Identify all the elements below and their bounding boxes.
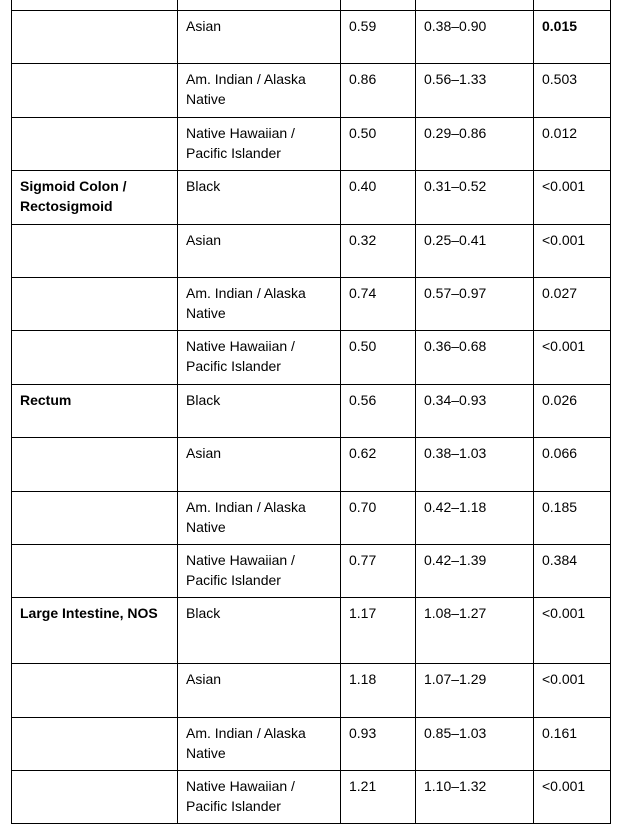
race-cell: Asian	[178, 11, 341, 64]
race-cell: Black	[178, 171, 341, 224]
race-cell: Am. Indian / Alaska Native	[178, 64, 341, 117]
site-cell	[12, 224, 178, 277]
empty-cell	[416, 0, 534, 11]
value-cell: 1.17	[341, 598, 416, 664]
site-cell: Rectum	[12, 384, 178, 437]
table-row	[12, 438, 611, 491]
results-table-container	[11, 0, 612, 827]
table-row	[12, 717, 611, 770]
ci-cell: 0.25–0.41	[416, 224, 534, 277]
site-cell	[12, 544, 178, 597]
p-value-cell: <0.001	[534, 331, 611, 384]
value-cell: 0.62	[341, 438, 416, 491]
ci-cell: 0.29–0.86	[416, 117, 534, 170]
p-value-cell: 0.012	[534, 117, 611, 170]
race-cell: Black	[178, 598, 341, 664]
empty-cell	[178, 0, 341, 11]
empty-cell	[341, 0, 416, 11]
value-cell: 0.40	[341, 171, 416, 224]
ci-cell: 0.42–1.39	[416, 544, 534, 597]
table-row	[12, 598, 611, 664]
table-row-cut-off	[12, 0, 611, 11]
ci-cell: 1.08–1.27	[416, 598, 534, 664]
race-cell: Native Hawaiian / Pacific Islander	[178, 117, 341, 170]
results-table	[11, 0, 611, 824]
site-cell	[12, 771, 178, 824]
table-row	[12, 224, 611, 277]
p-value-cell: 0.503	[534, 64, 611, 117]
ci-cell: 1.10–1.32	[416, 771, 534, 824]
site-cell	[12, 11, 178, 64]
value-cell: 0.74	[341, 277, 416, 330]
p-value-cell: 0.185	[534, 491, 611, 544]
ci-cell: 0.31–0.52	[416, 171, 534, 224]
value-cell: 0.59	[341, 11, 416, 64]
race-cell: Asian	[178, 438, 341, 491]
ci-cell: 0.38–0.90	[416, 11, 534, 64]
site-cell	[12, 438, 178, 491]
empty-cell	[12, 0, 178, 11]
value-cell: 0.32	[341, 224, 416, 277]
ci-cell: 0.85–1.03	[416, 717, 534, 770]
site-cell	[12, 491, 178, 544]
ci-cell: 0.34–0.93	[416, 384, 534, 437]
value-cell: 0.50	[341, 331, 416, 384]
site-cell	[12, 717, 178, 770]
site-cell	[12, 664, 178, 717]
table-row	[12, 64, 611, 117]
race-cell: Asian	[178, 664, 341, 717]
ci-cell: 0.56–1.33	[416, 64, 534, 117]
table-row	[12, 664, 611, 717]
table-row	[12, 544, 611, 597]
p-value-cell: <0.001	[534, 771, 611, 824]
ci-cell: 0.36–0.68	[416, 331, 534, 384]
race-cell: Black	[178, 384, 341, 437]
value-cell: 0.77	[341, 544, 416, 597]
race-cell: Am. Indian / Alaska Native	[178, 277, 341, 330]
table-row	[12, 277, 611, 330]
p-value-cell: 0.015	[534, 11, 611, 64]
table-row	[12, 11, 611, 64]
race-cell: Native Hawaiian / Pacific Islander	[178, 544, 341, 597]
site-cell: Large Intestine, NOS	[12, 598, 178, 664]
race-cell: Native Hawaiian / Pacific Islander	[178, 331, 341, 384]
value-cell: 1.18	[341, 664, 416, 717]
site-cell	[12, 331, 178, 384]
race-cell: Asian	[178, 224, 341, 277]
ci-cell: 0.38–1.03	[416, 438, 534, 491]
value-cell: 0.50	[341, 117, 416, 170]
value-cell: 1.21	[341, 771, 416, 824]
table-row	[12, 384, 611, 437]
race-cell: Am. Indian / Alaska Native	[178, 717, 341, 770]
ci-cell: 1.07–1.29	[416, 664, 534, 717]
table-row	[12, 491, 611, 544]
table-row	[12, 171, 611, 224]
site-cell	[12, 117, 178, 170]
site-cell: Sigmoid Colon / Rectosigmoid	[12, 171, 178, 224]
p-value-cell: 0.384	[534, 544, 611, 597]
p-value-cell: 0.161	[534, 717, 611, 770]
site-cell	[12, 64, 178, 117]
ci-cell: 0.42–1.18	[416, 491, 534, 544]
empty-cell	[534, 0, 611, 11]
table-row	[12, 117, 611, 170]
table-row	[12, 771, 611, 824]
race-cell: Am. Indian / Alaska Native	[178, 491, 341, 544]
value-cell: 0.93	[341, 717, 416, 770]
value-cell: 0.86	[341, 64, 416, 117]
p-value-cell: 0.066	[534, 438, 611, 491]
value-cell: 0.56	[341, 384, 416, 437]
value-cell: 0.70	[341, 491, 416, 544]
race-cell: Native Hawaiian / Pacific Islander	[178, 771, 341, 824]
p-value-cell: <0.001	[534, 598, 611, 664]
p-value-cell: <0.001	[534, 171, 611, 224]
p-value-cell: 0.026	[534, 384, 611, 437]
table-row	[12, 331, 611, 384]
p-value-cell: <0.001	[534, 224, 611, 277]
results-table-body	[12, 0, 611, 824]
ci-cell: 0.57–0.97	[416, 277, 534, 330]
p-value-cell: <0.001	[534, 664, 611, 717]
site-cell	[12, 277, 178, 330]
p-value-cell: 0.027	[534, 277, 611, 330]
